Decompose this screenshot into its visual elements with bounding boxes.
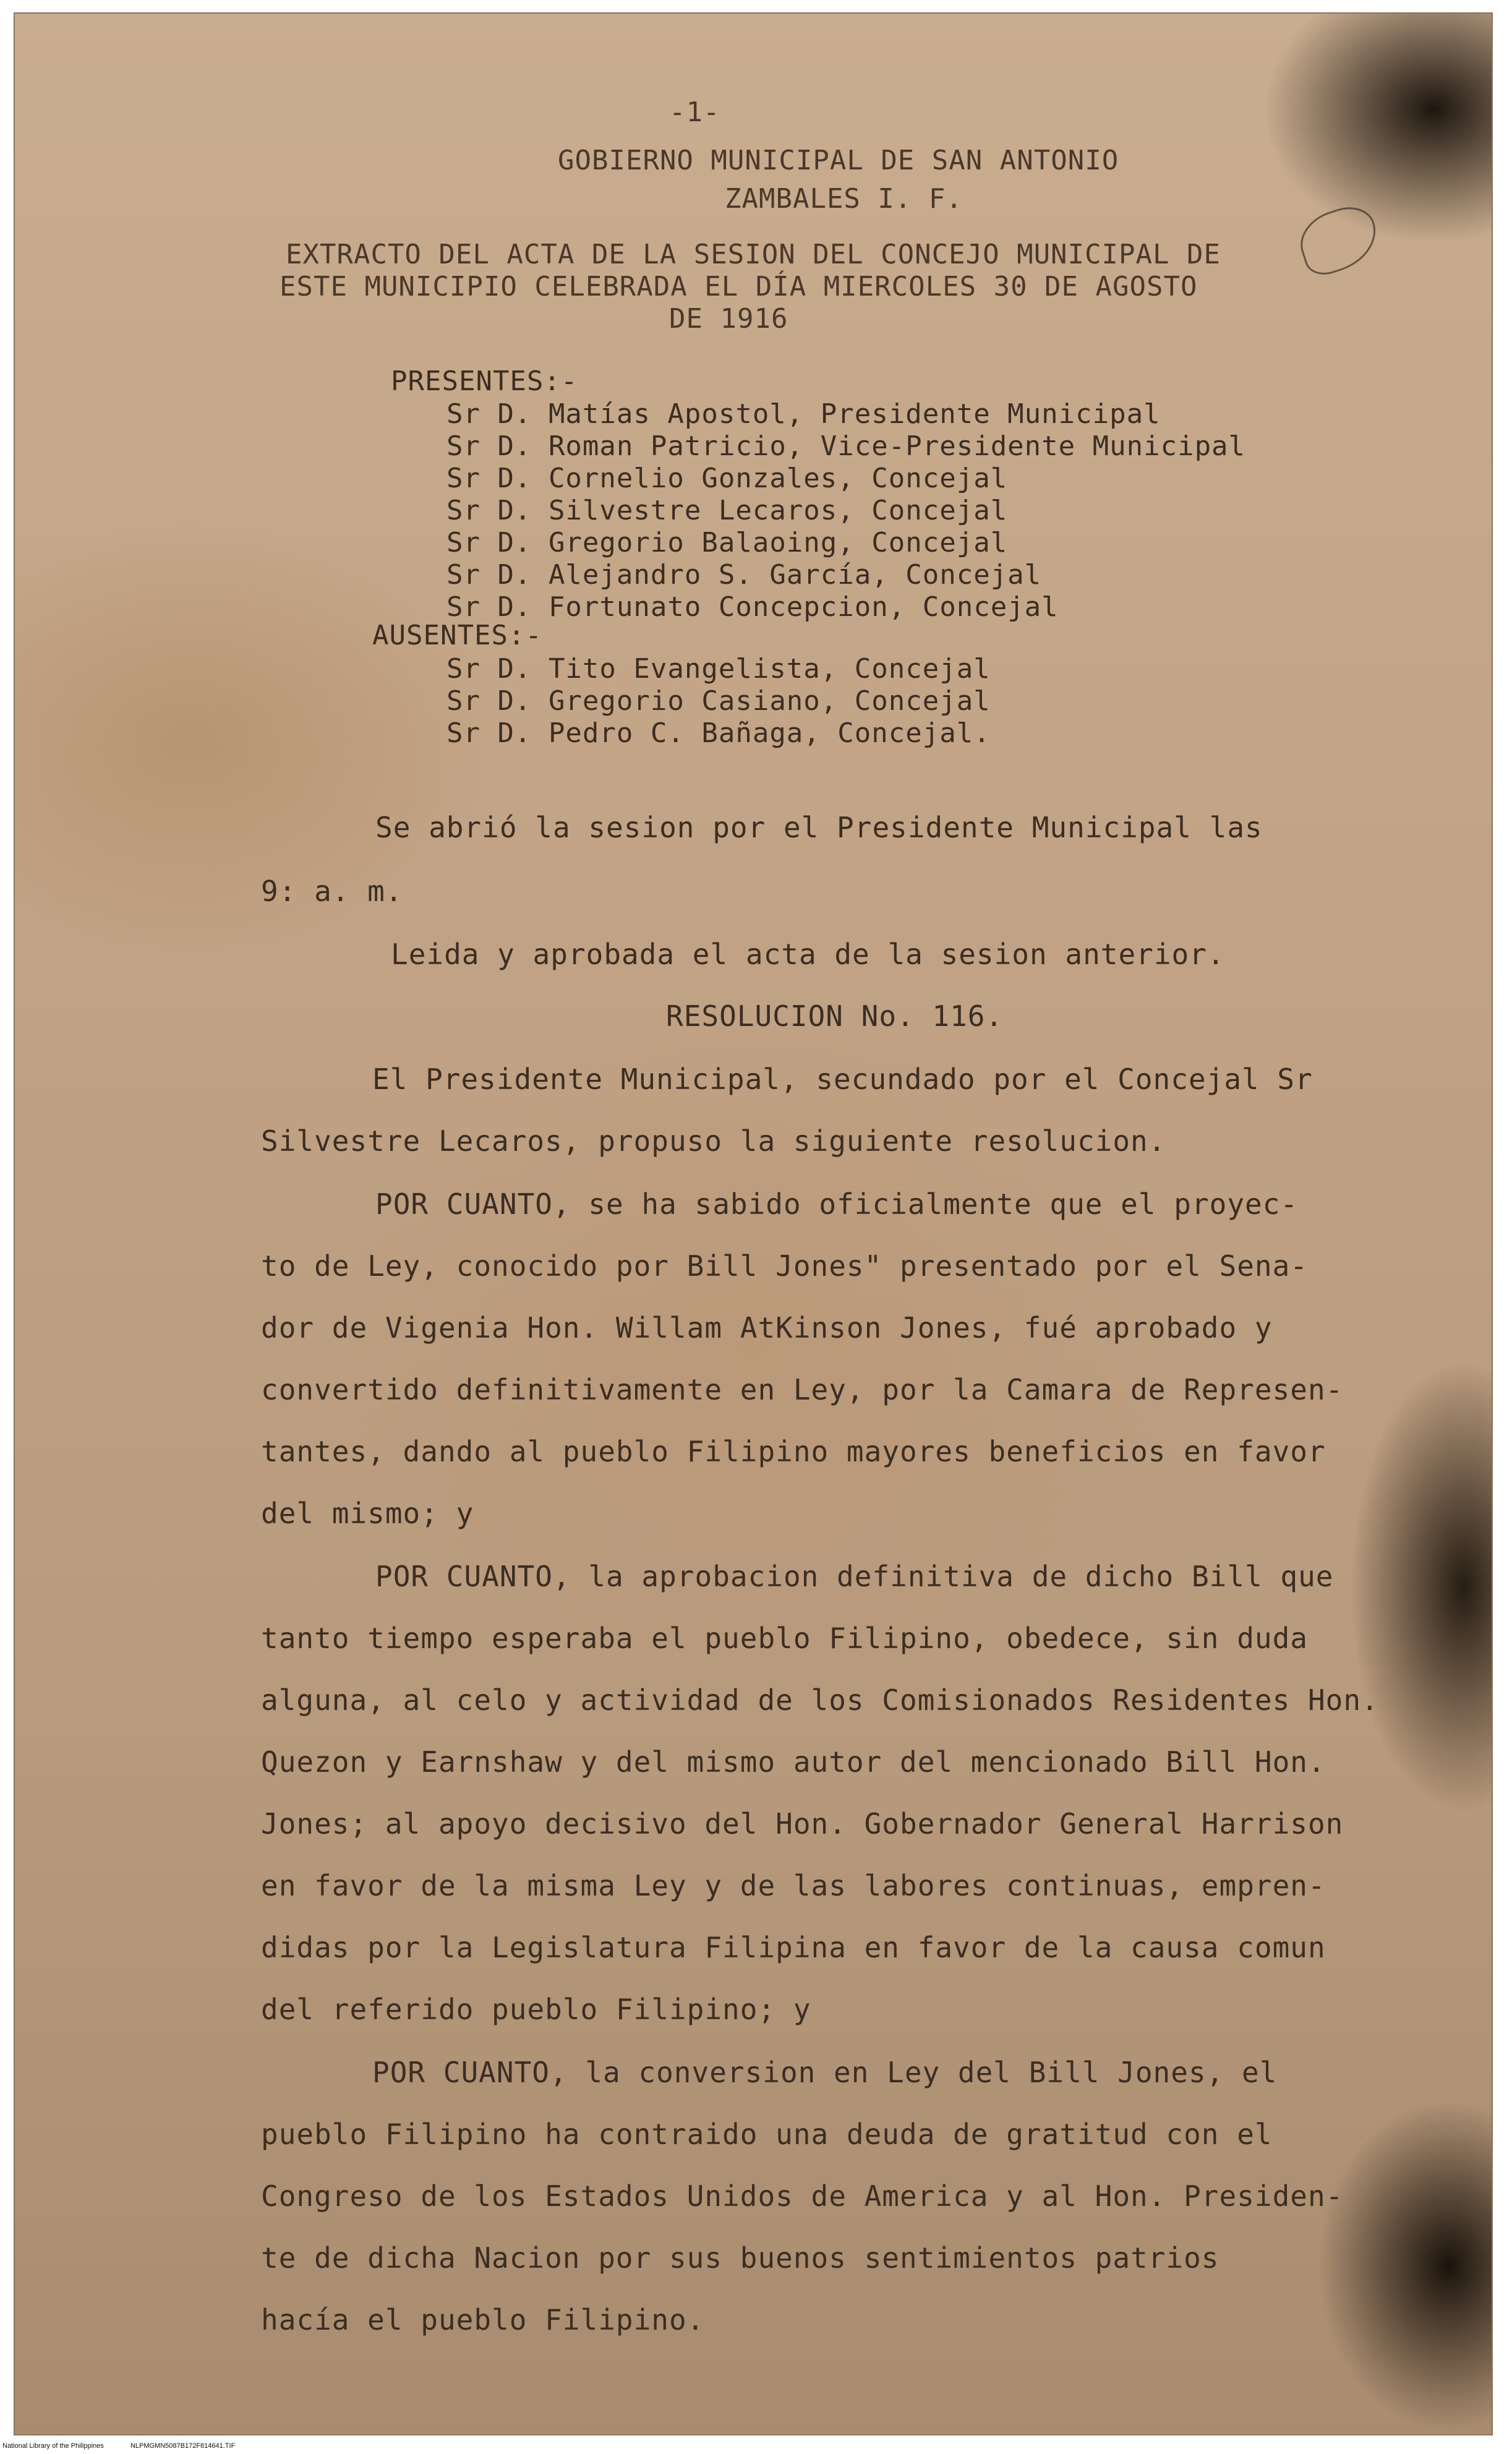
header-line: ZAMBALES I. F. [725, 183, 963, 215]
attendee-present: Sr D. Roman Patricio, Vice-Presidente Municipal [446, 430, 1246, 462]
body-line: Quezon y Earnshaw y del mismo autor del mencionado Bill Hon. [261, 1745, 1326, 1779]
attendee-present: Sr D. Silvestre Lecaros, Concejal [446, 495, 1008, 526]
attendee-absent: Sr D. Pedro C. Bañaga, Concejal. [446, 717, 991, 749]
attendee-present: Sr D. Gregorio Balaoing, Concejal [446, 527, 1008, 558]
body-line: convertido definitivamente en Ley, por la Camara de Represen- [261, 1373, 1344, 1406]
handwritten-mark [1292, 200, 1385, 280]
body-line: alguna, al celo y actividad de los Comisionados Residentes Hon. [261, 1683, 1379, 1717]
attendee-present: Sr D. Fortunato Concepcion, Concejal [446, 591, 1059, 623]
attendee-absent: Sr D. Gregorio Casiano, Concejal [446, 685, 991, 717]
body-line: POR CUANTO, la aprobacion definitiva de dicho Bill que [375, 1560, 1334, 1593]
body-line: hacía el pueblo Filipino. [261, 2303, 705, 2336]
ausentes-label: AUSENTES:- [372, 620, 542, 651]
body-line: pueblo Filipino ha contraido una deuda de gratitud con el [261, 2118, 1273, 2151]
approval-line: Leida y aprobada el acta de la sesion anterior. [391, 938, 1225, 971]
attendee-absent: Sr D. Tito Evangelista, Concejal [446, 653, 991, 685]
body-line: Silvestre Lecaros, propuso la siguiente resolucion. [261, 1124, 1166, 1158]
body-line: del referido pueblo Filipino; y [261, 1993, 811, 2026]
footer-filename: NLPMGMN5087B172F814641.TIF [130, 2442, 236, 2450]
body-line: tantes, dando al pueblo Filipino mayores beneficios en favor [261, 1435, 1326, 1468]
body-line: en favor de la misma Ley y de las labores continuas, empren- [261, 1869, 1326, 1902]
body-line: Jones; al apoyo decisivo del Hon. Gobernador General Harrison [261, 1807, 1344, 1840]
body-line: dor de Vigenia Hon. Willam AtKinson Jones, fué aprobado y [261, 1311, 1273, 1345]
body-line: El Presidente Municipal, secundado por el Concejal Sr [372, 1062, 1313, 1096]
header-line: GOBIERNO MUNICIPAL DE SAN ANTONIO [558, 145, 1119, 176]
body-line: to de Ley, conocido por Bill Jones" presentado por el Sena- [261, 1249, 1308, 1283]
attendee-present: Sr D. Cornelio Gonzales, Concejal [446, 463, 1008, 494]
attendee-present: Sr D. Alejandro S. García, Concejal [446, 559, 1042, 591]
footer-source: National Library of the Philippines [2, 2442, 104, 2450]
opening-line: 9: a. m. [261, 874, 403, 908]
title-line: EXTRACTO DEL ACTA DE LA SESION DEL CONCEJO MUNICIPAL DE [286, 239, 1221, 270]
body-line: Congreso de los Estados Unidos de America y al Hon. Presiden- [261, 2179, 1344, 2213]
body-line: del mismo; y [261, 1497, 474, 1530]
title-line: DE 1916 [669, 303, 788, 335]
opening-line: Se abrió la sesion por el Presidente Municipal las [375, 811, 1263, 844]
document-page [14, 12, 1493, 2435]
page-number: -1- [669, 96, 720, 128]
body-line: tanto tiempo esperaba el pueblo Filipino, obedece, sin duda [261, 1622, 1308, 1655]
attendee-present: Sr D. Matías Apostol, Presidente Municipal [446, 398, 1161, 430]
body-line: POR CUANTO, la conversion en Ley del Bill Jones, el [372, 2056, 1278, 2089]
presentes-label: PRESENTES:- [391, 366, 578, 397]
body-line: didas por la Legislatura Filipina en favor de la causa comun [261, 1931, 1326, 1964]
scan-footer [0, 2438, 1512, 2454]
body-line: POR CUANTO, se ha sabido oficialmente que el proyec- [375, 1187, 1299, 1221]
title-line: ESTE MUNICIPIO CELEBRADA EL DÍA MIERCOLES 30 DE AGOSTO [280, 271, 1198, 302]
body-line: te de dicha Nacion por sus buenos sentimientos patrios [261, 2241, 1219, 2275]
resolution-title: RESOLUCION No. 116. [666, 999, 1004, 1033]
